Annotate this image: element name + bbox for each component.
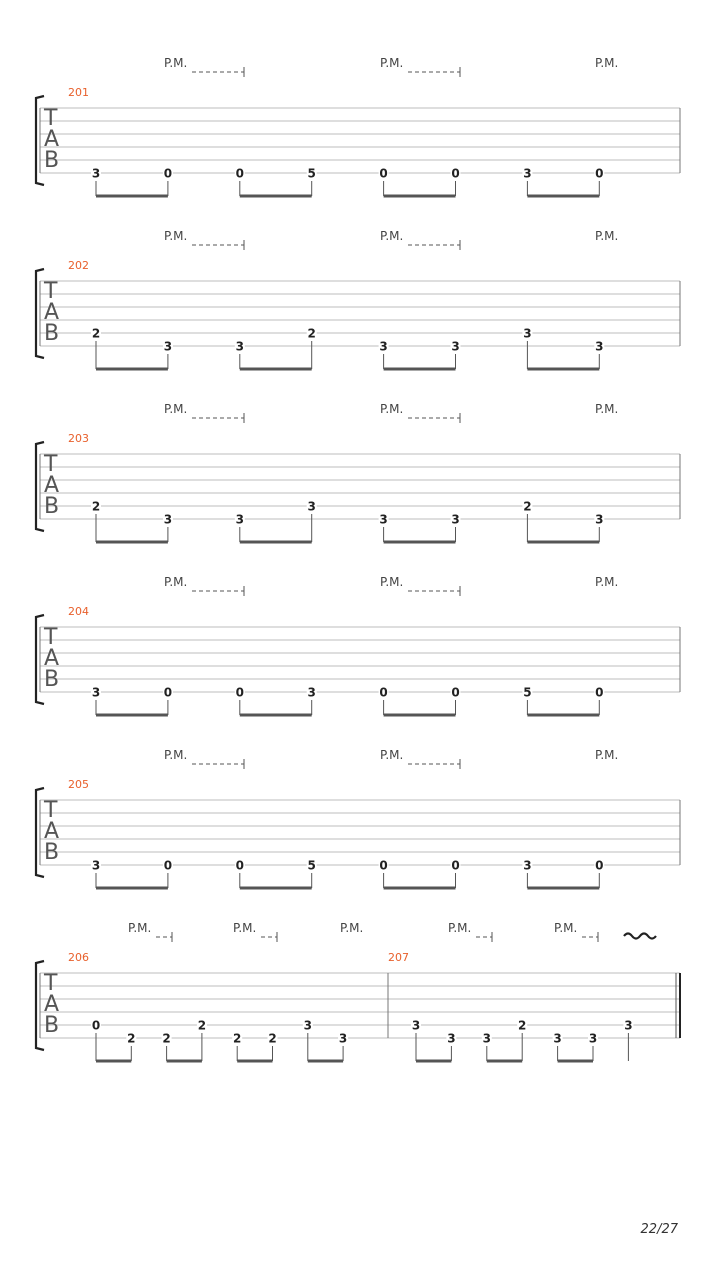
fret-number: 0 [379, 685, 388, 700]
fret-number: 3 [303, 1018, 312, 1033]
fret-number: 3 [91, 858, 101, 873]
fret-number: 3 [379, 512, 388, 527]
page-number: 22/27 [640, 1222, 678, 1237]
tab-clef-letter: B [44, 667, 60, 692]
fret-number: 0 [235, 166, 244, 181]
palm-mute-label: P.M. [380, 229, 404, 243]
fret-number: 0 [235, 685, 244, 700]
tab-clef-letter: A [44, 819, 60, 844]
fret-number: 2 [91, 499, 101, 514]
fret-number: 5 [307, 858, 316, 873]
tab-clef-letter: B [44, 148, 60, 173]
fret-number: 0 [595, 858, 604, 873]
tab-clef-letter: T [44, 452, 58, 477]
measure-number: 202 [68, 259, 89, 272]
palm-mute-label: P.M. [595, 575, 619, 589]
fret-number: 0 [235, 858, 244, 873]
tab-clef-letter: B [44, 1013, 60, 1038]
tab-system-4 [36, 575, 680, 715]
palm-mute-label: P.M. [164, 748, 188, 762]
tab-system-2 [36, 229, 680, 369]
tab-system-1 [36, 56, 680, 196]
fret-number: 2 [127, 1031, 136, 1046]
fret-number: 2 [518, 1018, 527, 1033]
fret-number: 3 [235, 339, 244, 354]
palm-mute-label: P.M. [233, 921, 257, 935]
tab-clef-letter: T [44, 106, 58, 131]
fret-number: 2 [197, 1018, 207, 1033]
tab-system-6 [36, 921, 680, 1061]
fret-number: 3 [624, 1018, 633, 1033]
palm-mute-label: P.M. [380, 402, 404, 416]
palm-mute-label: P.M. [595, 56, 619, 70]
palm-mute-label: P.M. [164, 229, 188, 243]
fret-number: 2 [233, 1031, 242, 1046]
measure-number: 201 [68, 86, 89, 99]
fret-number: 0 [163, 166, 173, 181]
fret-number: 0 [451, 166, 460, 181]
fret-number: 3 [338, 1031, 348, 1046]
palm-mute-label: P.M. [595, 229, 619, 243]
measure-number: 206 [68, 951, 89, 964]
tab-clef-letter: B [44, 840, 60, 865]
tab-clef-letter: T [44, 279, 58, 304]
fret-number: 2 [523, 499, 532, 514]
fret-number: 0 [379, 166, 388, 181]
fret-number: 3 [595, 512, 604, 527]
tab-clef-letter: A [44, 473, 60, 498]
fret-number: 3 [451, 339, 460, 354]
fret-number: 3 [235, 512, 244, 527]
fret-number: 3 [307, 499, 316, 514]
fret-number: 0 [451, 858, 460, 873]
fret-number: 3 [91, 685, 101, 700]
tab-clef-letter: T [44, 971, 58, 996]
fret-number: 0 [163, 685, 173, 700]
vibrato-icon [624, 934, 656, 939]
fret-number: 2 [307, 326, 316, 341]
fret-number: 3 [447, 1031, 456, 1046]
palm-mute-label: P.M. [128, 921, 152, 935]
palm-mute-label: P.M. [595, 748, 619, 762]
fret-number: 0 [595, 166, 604, 181]
fret-number: 3 [553, 1031, 562, 1046]
palm-mute-label: P.M. [164, 56, 188, 70]
fret-number: 0 [163, 858, 173, 873]
tab-system-5 [36, 748, 680, 888]
palm-mute-label: P.M. [380, 748, 404, 762]
fret-number: 3 [482, 1031, 491, 1046]
tab-clef-letter: A [44, 992, 60, 1017]
palm-mute-label: P.M. [164, 402, 188, 416]
palm-mute-label: P.M. [380, 56, 404, 70]
fret-number: 3 [163, 339, 173, 354]
palm-mute-label: P.M. [554, 921, 578, 935]
fret-number: 0 [451, 685, 460, 700]
tab-clef-letter: A [44, 646, 60, 671]
fret-number: 3 [595, 339, 604, 354]
fret-number: 3 [523, 166, 532, 181]
fret-number: 3 [588, 1031, 598, 1046]
fret-number: 3 [411, 1018, 421, 1033]
measure-number: 205 [68, 778, 89, 791]
fret-number: 5 [307, 166, 316, 181]
palm-mute-label: P.M. [164, 575, 188, 589]
measure-number: 204 [68, 605, 89, 618]
tab-clef-letter: A [44, 127, 60, 152]
palm-mute-label: P.M. [340, 921, 364, 935]
fret-number: 3 [163, 512, 173, 527]
tab-clef-letter: B [44, 321, 60, 346]
fret-number: 3 [379, 339, 388, 354]
palm-mute-label: P.M. [595, 402, 619, 416]
tab-clef-letter: T [44, 798, 58, 823]
fret-number: 0 [595, 685, 604, 700]
fret-number: 3 [91, 166, 101, 181]
fret-number: 3 [523, 326, 532, 341]
fret-number: 2 [268, 1031, 277, 1046]
measure-number: 203 [68, 432, 89, 445]
fret-number: 0 [379, 858, 388, 873]
fret-number: 3 [523, 858, 532, 873]
fret-number: 3 [451, 512, 460, 527]
tab-system-3 [36, 402, 680, 542]
fret-number: 5 [523, 685, 532, 700]
fret-number: 3 [307, 685, 316, 700]
fret-number: 0 [91, 1018, 101, 1033]
palm-mute-label: P.M. [448, 921, 472, 935]
tab-clef-letter: A [44, 300, 60, 325]
fret-number: 2 [162, 1031, 171, 1046]
tab-clef-letter: B [44, 494, 60, 519]
tab-clef-letter: T [44, 625, 58, 650]
fret-number: 2 [91, 326, 101, 341]
palm-mute-label: P.M. [380, 575, 404, 589]
measure-number: 207 [388, 951, 409, 964]
